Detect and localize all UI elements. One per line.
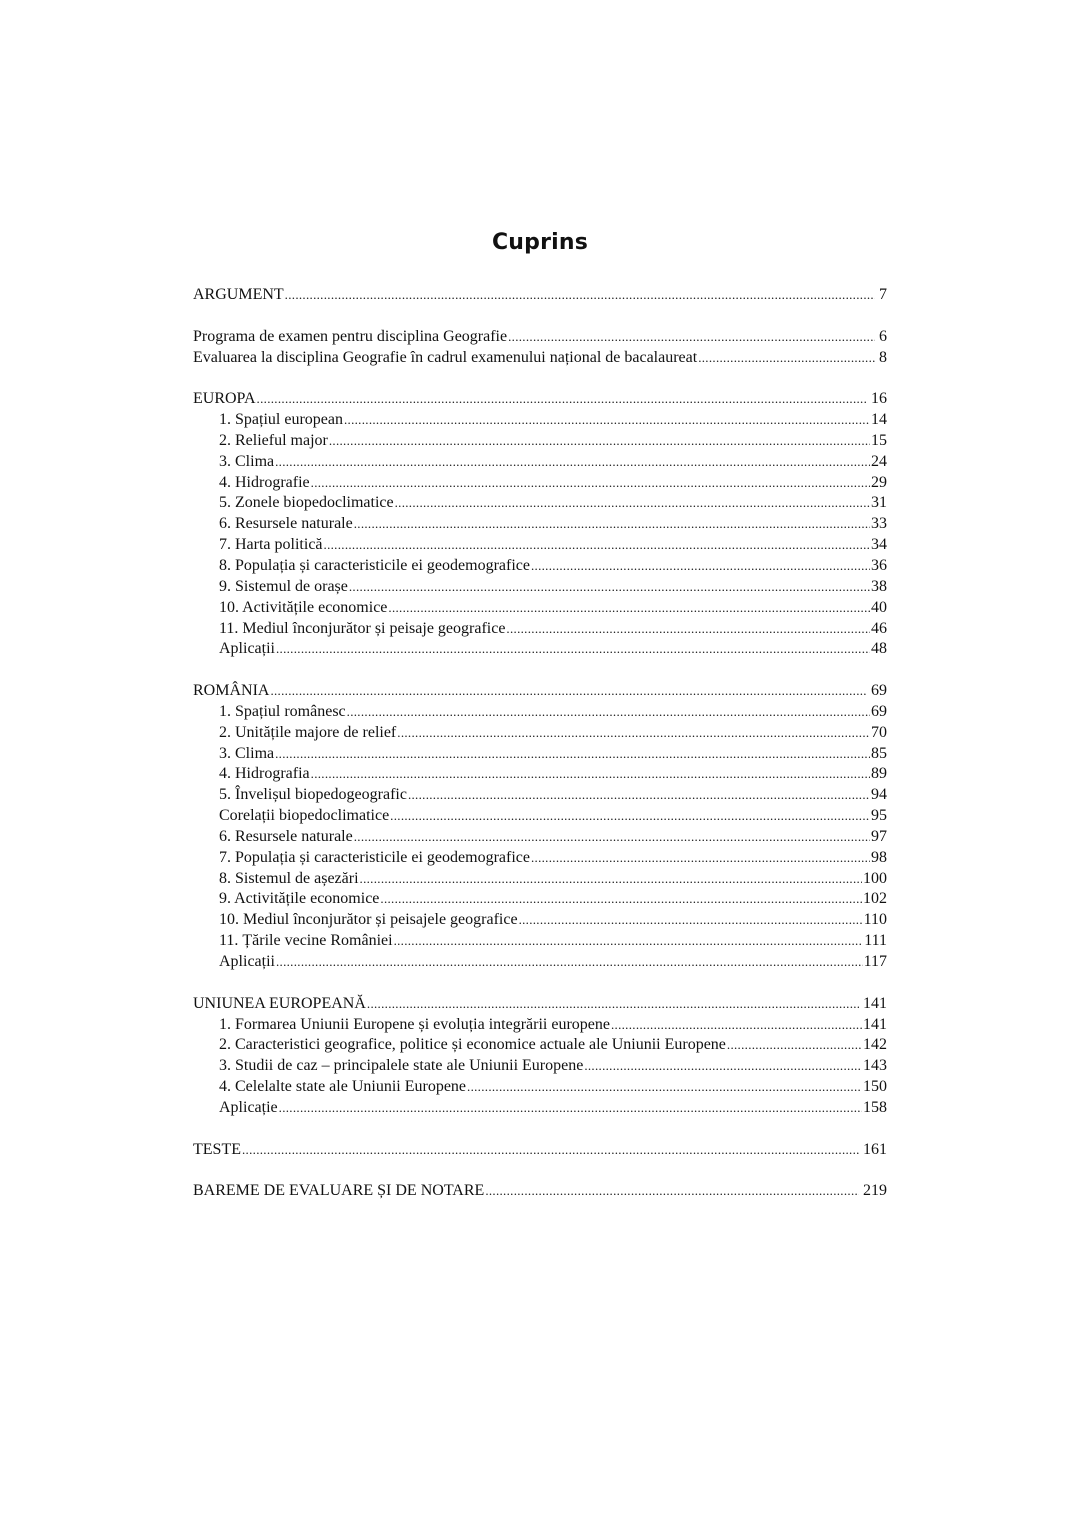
toc-entry-page-number: 141 xyxy=(863,994,887,1012)
toc-entry-label: 9. Sistemul de orașe xyxy=(219,577,348,595)
toc-entry-page-number: 143 xyxy=(863,1057,887,1075)
dot-leader xyxy=(311,473,870,494)
toc-entry-page-number: 89 xyxy=(871,765,887,783)
toc-entry-label: 1. Spațiul european xyxy=(219,411,343,429)
toc-entry-page-number: 100 xyxy=(863,869,887,887)
toc-entry-label: Aplicații xyxy=(219,953,275,970)
toc-entry-label: 10. Mediul înconjurător și peisajele geografice xyxy=(219,911,518,929)
dot-leader xyxy=(727,1035,862,1056)
toc-entry-label: ROMÂNIA xyxy=(193,682,270,700)
toc-entry-page-number: 111 xyxy=(864,932,887,950)
toc-entry-label: EUROPA xyxy=(193,390,256,408)
toc-subentry[interactable] xyxy=(193,744,887,765)
toc-entry-page-number: 33 xyxy=(871,515,887,533)
toc-entry-page-number: 69 xyxy=(871,702,887,720)
toc-entry-page-number: 29 xyxy=(871,473,887,491)
toc-entry-page-number: 6 xyxy=(879,327,887,345)
toc-subentry[interactable] xyxy=(193,785,887,806)
dot-leader xyxy=(275,452,870,473)
dot-leader xyxy=(388,598,870,619)
toc-subentry[interactable] xyxy=(193,827,887,848)
toc-entry-label: Corelații biopedoclimatice xyxy=(219,807,390,825)
toc-subentry[interactable] xyxy=(193,869,887,890)
dot-leader xyxy=(311,764,870,785)
toc-entry[interactable] xyxy=(193,389,887,410)
toc-entry-label: 2. Relieful major xyxy=(219,431,328,449)
toc-entry-page-number: 46 xyxy=(871,619,887,637)
toc-entry-label: 4. Hidrografia xyxy=(219,765,310,783)
toc-entry-page-number: 14 xyxy=(871,411,887,429)
toc-subentry[interactable] xyxy=(193,931,887,952)
toc-entry-page-number: 8 xyxy=(879,348,887,366)
toc-entry-label: 6. Resursele naturale xyxy=(219,515,353,533)
toc-entry-page-number: 110 xyxy=(863,911,887,929)
toc-entry-page-number: 24 xyxy=(871,452,887,470)
dot-leader xyxy=(390,806,870,827)
toc-entry[interactable] xyxy=(193,681,887,702)
section-spacer xyxy=(193,1160,887,1181)
toc-entry-label: 1. Spațiul românesc xyxy=(219,702,346,720)
toc-entry-page-number: 38 xyxy=(871,577,887,595)
toc-entry-page-number: 85 xyxy=(871,744,887,762)
dot-leader xyxy=(467,1077,862,1098)
dot-leader xyxy=(611,1015,862,1036)
toc-subentry[interactable] xyxy=(193,410,887,431)
toc-subentry[interactable] xyxy=(193,556,887,577)
toc-entry[interactable] xyxy=(193,1140,887,1161)
section-spacer xyxy=(193,1119,887,1140)
dot-leader xyxy=(257,389,867,410)
toc-subentry[interactable] xyxy=(193,452,887,473)
toc-subentry[interactable] xyxy=(193,514,887,535)
toc-subentry[interactable] xyxy=(193,764,887,785)
toc-subentry[interactable] xyxy=(193,910,887,931)
dot-leader xyxy=(394,931,864,952)
section-spacer xyxy=(193,368,887,389)
toc-entry-page-number: 98 xyxy=(871,848,887,866)
toc-entry-page-number: 40 xyxy=(871,598,887,616)
toc-entry-label: 7. Populația și caracteristicile ei geodemografice xyxy=(219,848,530,866)
toc-subentry[interactable] xyxy=(193,1015,887,1036)
dot-leader xyxy=(354,514,870,535)
toc-entry-label: 1. Formarea Uniunii Europene și evoluția integrării europene xyxy=(219,1015,610,1033)
toc-entry-page-number: 31 xyxy=(871,494,887,512)
dot-leader xyxy=(408,785,870,806)
dot-leader xyxy=(354,827,870,848)
dot-leader xyxy=(367,994,859,1015)
dot-leader xyxy=(276,952,863,973)
toc-entry[interactable] xyxy=(193,348,887,369)
toc-entry-label: 5. Zonele biopedoclimatice xyxy=(219,494,394,512)
toc-subentry[interactable] xyxy=(193,848,887,869)
toc-entry-label: 3. Clima xyxy=(219,452,275,470)
dot-leader xyxy=(270,681,867,702)
toc-entry-page-number: 69 xyxy=(871,682,887,700)
toc-entry-label: 7. Harta politică xyxy=(219,536,323,554)
toc-entry-page-number: 70 xyxy=(871,723,887,741)
toc-entry-page-number: 36 xyxy=(871,556,887,574)
toc-entry-label: 10. Activitățile economice xyxy=(219,598,388,616)
dot-leader xyxy=(397,723,870,744)
toc-entry-label: 8. Sistemul de așezări xyxy=(219,869,359,887)
toc-entry-page-number: 16 xyxy=(871,390,887,408)
toc-entry-page-number: 102 xyxy=(863,890,887,908)
toc-entry-label: 2. Unitățile majore de relief xyxy=(219,723,397,741)
dot-leader xyxy=(349,577,870,598)
section-spacer xyxy=(193,973,887,994)
table-of-contents xyxy=(193,285,887,1202)
dot-leader xyxy=(242,1140,859,1161)
toc-subentry[interactable] xyxy=(193,723,887,744)
dot-leader xyxy=(698,348,875,369)
toc-subentry[interactable] xyxy=(193,639,887,660)
dot-leader xyxy=(584,1056,862,1077)
toc-entry-page-number: 117 xyxy=(863,953,887,970)
toc-entry-page-number: 94 xyxy=(871,786,887,804)
toc-entry-label: 11. Mediul înconjurător și peisaje geografice xyxy=(219,619,506,637)
toc-subentry[interactable] xyxy=(193,1035,887,1056)
toc-subentry[interactable] xyxy=(193,598,887,619)
toc-subentry[interactable] xyxy=(193,702,887,723)
section-spacer xyxy=(193,306,887,327)
toc-entry-label: 3. Clima xyxy=(219,744,275,762)
toc-entry-page-number: 161 xyxy=(863,1140,887,1158)
toc-entry-label: 4. Hidrografie xyxy=(219,473,310,491)
dot-leader xyxy=(344,410,870,431)
toc-entry-label: BAREME DE EVALUARE ȘI DE NOTARE xyxy=(193,1182,485,1200)
toc-entry[interactable] xyxy=(193,285,887,306)
toc-entry-label: 2. Caracteristici geografice, politice și economice actuale ale Uniunii Europene xyxy=(219,1036,726,1054)
toc-entry-page-number: 142 xyxy=(863,1036,887,1054)
toc-entry-label: 11. Țările vecine României xyxy=(219,932,393,950)
toc-subentry[interactable] xyxy=(193,806,887,827)
toc-entry-page-number: 95 xyxy=(871,807,887,825)
toc-entry-page-number: 15 xyxy=(871,431,887,449)
toc-entry-page-number: 141 xyxy=(863,1015,887,1033)
toc-entry-page-number: 34 xyxy=(871,536,887,554)
toc-entry-label: ARGUMENT xyxy=(193,286,284,303)
toc-entry-label: UNIUNEA EUROPEANĂ xyxy=(193,994,366,1012)
toc-entry-page-number: 97 xyxy=(871,827,887,845)
toc-entry-label: 3. Studii de caz – principalele state ale Uniunii Europene xyxy=(219,1057,584,1075)
toc-entry[interactable] xyxy=(193,1181,887,1202)
dot-leader xyxy=(347,702,870,723)
toc-entry-label: 5. Învelișul biopedogeografic xyxy=(219,786,407,804)
toc-subentry[interactable] xyxy=(193,535,887,556)
dot-leader xyxy=(380,889,862,910)
dot-leader xyxy=(506,619,870,640)
dot-leader xyxy=(508,327,875,348)
toc-entry[interactable] xyxy=(193,327,887,348)
toc-entry-page-number: 7 xyxy=(879,286,887,303)
toc-entry-page-number: 48 xyxy=(871,640,887,658)
dot-leader xyxy=(360,869,862,890)
toc-subentry[interactable] xyxy=(193,889,887,910)
toc-entry-page-number: 150 xyxy=(863,1078,887,1096)
toc-subentry[interactable] xyxy=(193,473,887,494)
dot-leader xyxy=(531,556,870,577)
toc-subentry[interactable] xyxy=(193,431,887,452)
dot-leader xyxy=(324,535,870,556)
toc-entry-label: Aplicații xyxy=(219,640,275,658)
dot-leader xyxy=(485,1181,859,1202)
dot-leader xyxy=(395,493,870,514)
toc-entry-label: Programa de examen pentru disciplina Geografie xyxy=(193,327,508,345)
toc-entry-page-number: 219 xyxy=(863,1182,887,1200)
dot-leader xyxy=(279,1098,862,1119)
toc-subentry[interactable] xyxy=(193,1077,887,1098)
toc-subentry[interactable] xyxy=(193,1056,887,1077)
toc-entry-label: Evaluarea la disciplina Geografie în cadrul examenului național de bacalaureat xyxy=(193,348,698,366)
toc-entry-label: Aplicație xyxy=(219,1098,278,1116)
toc-subentry[interactable] xyxy=(193,952,887,973)
page-title: Cuprins xyxy=(491,230,589,255)
dot-leader xyxy=(519,910,863,931)
toc-entry-label: TESTE xyxy=(193,1140,241,1158)
toc-subentry[interactable] xyxy=(193,619,887,640)
toc-entry-page-number: 158 xyxy=(863,1098,887,1116)
dot-leader xyxy=(276,639,870,660)
dot-leader xyxy=(285,285,875,306)
toc-entry-label: 9. Activitățile economice xyxy=(219,890,380,908)
toc-entry-label: 6. Resursele naturale xyxy=(219,827,353,845)
dot-leader xyxy=(531,848,870,869)
dot-leader xyxy=(275,744,870,765)
dot-leader xyxy=(329,431,870,452)
section-spacer xyxy=(193,660,887,681)
toc-entry-label: 8. Populația și caracteristicile ei geodemografice xyxy=(219,556,530,574)
toc-entry[interactable] xyxy=(193,994,887,1015)
toc-entry-label: 4. Celelalte state ale Uniunii Europene xyxy=(219,1078,467,1096)
toc-subentry[interactable] xyxy=(193,577,887,598)
toc-subentry[interactable] xyxy=(193,493,887,514)
toc-subentry[interactable] xyxy=(193,1098,887,1119)
